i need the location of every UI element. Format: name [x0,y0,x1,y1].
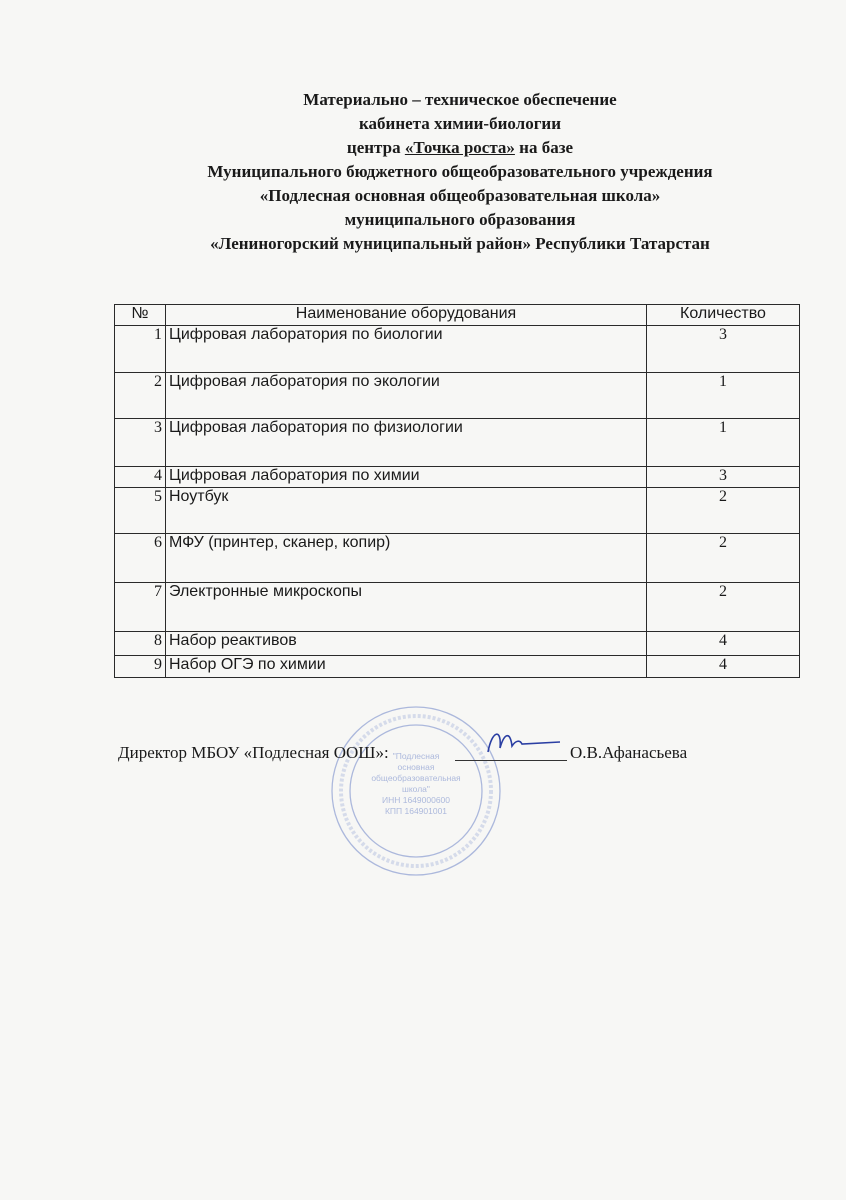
title-line-1: Материально – техническое обеспечение [303,90,617,109]
row-num: 9 [115,656,166,678]
row-name: МФУ (принтер, сканер, копир) [166,534,647,583]
row-name: Ноутбук [166,488,647,534]
row-qty: 1 [647,373,800,419]
title-line-5: «Подлесная основная общеобразовательная школа» [259,186,661,205]
row-num: 6 [115,534,166,583]
row-name: Цифровая лаборатория по химии [166,467,647,488]
table-row [115,583,800,632]
row-num: 2 [115,373,166,419]
director-name: О.В.Афанасьева [570,743,688,762]
title-line-6: муниципального образования [344,210,576,229]
row-num: 8 [115,632,166,656]
header-qty: Количество [647,305,800,326]
row-num: 4 [115,467,166,488]
table-header-row [115,305,800,326]
stamp-text-3: общеобразовательная [371,773,461,783]
table-row [115,373,800,419]
title-line-3-suffix: на базе [514,138,574,157]
table-row [115,419,800,467]
title-line-7: «Лениногорский муниципальный район» Республики Татарстан [210,234,710,253]
document-title [110,88,810,256]
title-line-3 [110,136,810,160]
header-num: № [115,305,166,326]
table-row [115,488,800,534]
equipment-table [114,304,800,678]
row-name: Набор реактивов [166,632,647,656]
row-name: Набор ОГЭ по химии [166,656,647,678]
stamp-text-5: ИНН 1649000600 [381,795,451,805]
table-row [115,326,800,373]
row-name: Цифровая лаборатория по физиологии [166,419,647,467]
row-num: 1 [115,326,166,373]
title-line-4: Муниципального бюджетного общеобразовательного учреждения [207,162,713,181]
row-qty: 2 [647,583,800,632]
row-num: 3 [115,419,166,467]
table-row [115,632,800,656]
director-label: Директор МБОУ «Подлесная ООШ»: [118,743,389,762]
title-line-2: кабинета химии-биологии [358,114,562,133]
row-qty: 4 [647,656,800,678]
title-line-3-prefix: центра [346,138,405,157]
table-row [115,534,800,583]
row-num: 7 [115,583,166,632]
table-row [115,656,800,678]
row-name: Цифровая лаборатория по экологии [166,373,647,419]
school-stamp [330,705,502,877]
row-qty: 1 [647,419,800,467]
tochka-rosta-link: «Точка роста» [404,138,515,157]
row-qty: 3 [647,467,800,488]
row-name: Цифровая лаборатория по биологии [166,326,647,373]
stamp-text-6: КПП 164901001 [384,806,448,816]
stamp-text-1: "Подлесная [392,751,440,761]
row-qty: 4 [647,632,800,656]
row-qty: 2 [647,534,800,583]
stamp-text-2: основная [397,762,435,772]
header-name: Наименование оборудования [166,305,647,326]
table-row [115,467,800,488]
row-qty: 3 [647,326,800,373]
stamp-text-4: школа" [402,784,430,794]
signature-icon [480,722,570,762]
row-name: Электронные микроскопы [166,583,647,632]
row-qty: 2 [647,488,800,534]
row-num: 5 [115,488,166,534]
